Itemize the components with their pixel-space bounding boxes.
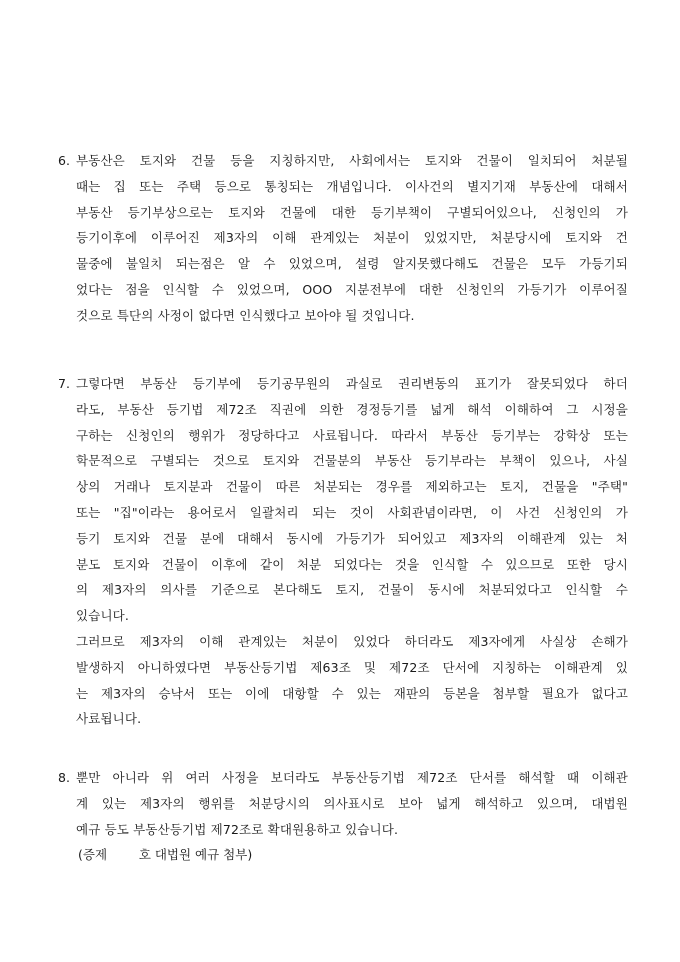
- text-line: 그렇다면 부동산 등기부에 등기공무원의 과실로 권리변동의 표기가 잘못되었다 하더: [76, 376, 628, 391]
- text-line: 상의 거래나 토지분과 건물이 따른 처분되는 경우를 제외하고는 토지, 건물을 "주택": [76, 479, 628, 495]
- text-line: 구하는 신청인의 행위가 정당하다고 사료됩니다. 따라서 부동산 등기부는 강학상 또는: [76, 427, 628, 443]
- paragraph-number: 6.: [58, 153, 70, 168]
- text-line: 등기 토지와 건물 분에 대해서 동시에 가등기가 되어있고 제3자의 이해관계 있는 처: [76, 530, 628, 546]
- text-line: 학문적으로 구별되는 것으로 토지와 건물분의 부동산 등기부라는 부책이 있으나, 사실: [76, 453, 628, 469]
- evidence-note: (증제 호 대법원 예규 첨부): [78, 847, 253, 863]
- text-line: 라도, 부동산 등기법 제72조 직권에 의한 경정등기를 넓게 해석 이해하여 그 시정을: [76, 401, 628, 417]
- paragraph-number: 7.: [58, 376, 70, 391]
- text-line: 때는 집 또는 주택 등으로 통칭되는 개념입니다. 이사건의 별지기재 부동산에 대해서: [76, 178, 628, 194]
- paragraph-8: [58, 765, 628, 868]
- text-line: 부동산은 토지와 건물 등을 지칭하지만, 사회에서는 토지와 건물이 일치되어 처분될: [76, 153, 628, 168]
- text-line: 등기이후에 이루어진 제3자의 이해 관계있는 처분이 있었지만, 처분당시에 토지와 건: [76, 230, 628, 246]
- text-line: 것으로 특단의 사정이 없다면 인식했다고 보아야 될 것입니다.: [76, 307, 415, 323]
- text-line: 예규 등도 부동산등기법 제72조로 확대원용하고 있습니다.: [76, 821, 399, 837]
- text-line: 사료됩니다.: [76, 711, 142, 727]
- text-line: 의 제3자의 의사를 기준으로 본다해도 토지, 건물이 동시에 처분되었다고 인식할 수: [76, 582, 628, 598]
- paragraph-body: [76, 765, 628, 868]
- text-line: 는 제3자의 승낙서 또는 이에 대항할 수 있는 재판의 등본을 첨부할 필요가 없다고: [76, 685, 628, 701]
- paragraph-6: [58, 148, 628, 329]
- text-line: 발생하지 아니하였다면 부동산등기법 제63조 및 제72조 단서에 지칭하는 이해관계 있: [76, 659, 628, 675]
- text-line: 또는 "집"이라는 용어로서 일괄처리 되는 것이 사회관념이라면, 이 사건 신청인의 가: [76, 504, 628, 520]
- text-line: 었다는 점을 인식할 수 있었으며, OOO 지분전부에 대한 신청인의 가등기가 이루어질: [76, 281, 628, 297]
- paragraph-number: 8.: [58, 770, 70, 785]
- text-line: 물중에 불일치 되는점은 알 수 있었으며, 설령 알지못했다해도 건물은 모두 가등기되: [76, 256, 628, 272]
- paragraph-7: [58, 371, 628, 732]
- text-line: 뿐만 아니라 위 여러 사정을 보더라도 부동산등기법 제72조 단서를 해석할 때 이해관: [76, 770, 628, 785]
- text-line: 분도 토지와 건물이 이후에 같이 처분 되었다는 것을 인식할 수 있으므로 또한 당시: [76, 556, 628, 572]
- text-line: 그러므로 제3자의 이해 관계있는 처분이 있었다 하더라도 제3자에게 사실상 손해가: [76, 633, 628, 649]
- text-line: 계 있는 제3자의 행위를 처분당시의 의사표시로 보아 넓게 해석하고 있으며, 대법원: [76, 795, 628, 811]
- text-line: 부동산 등기부상으로는 토지와 건물에 대한 등기부책이 구별되어있으나, 신청인의 가: [76, 204, 628, 220]
- paragraph-body: [76, 148, 628, 329]
- text-line: 있습니다.: [76, 608, 130, 624]
- paragraph-body: [76, 371, 628, 732]
